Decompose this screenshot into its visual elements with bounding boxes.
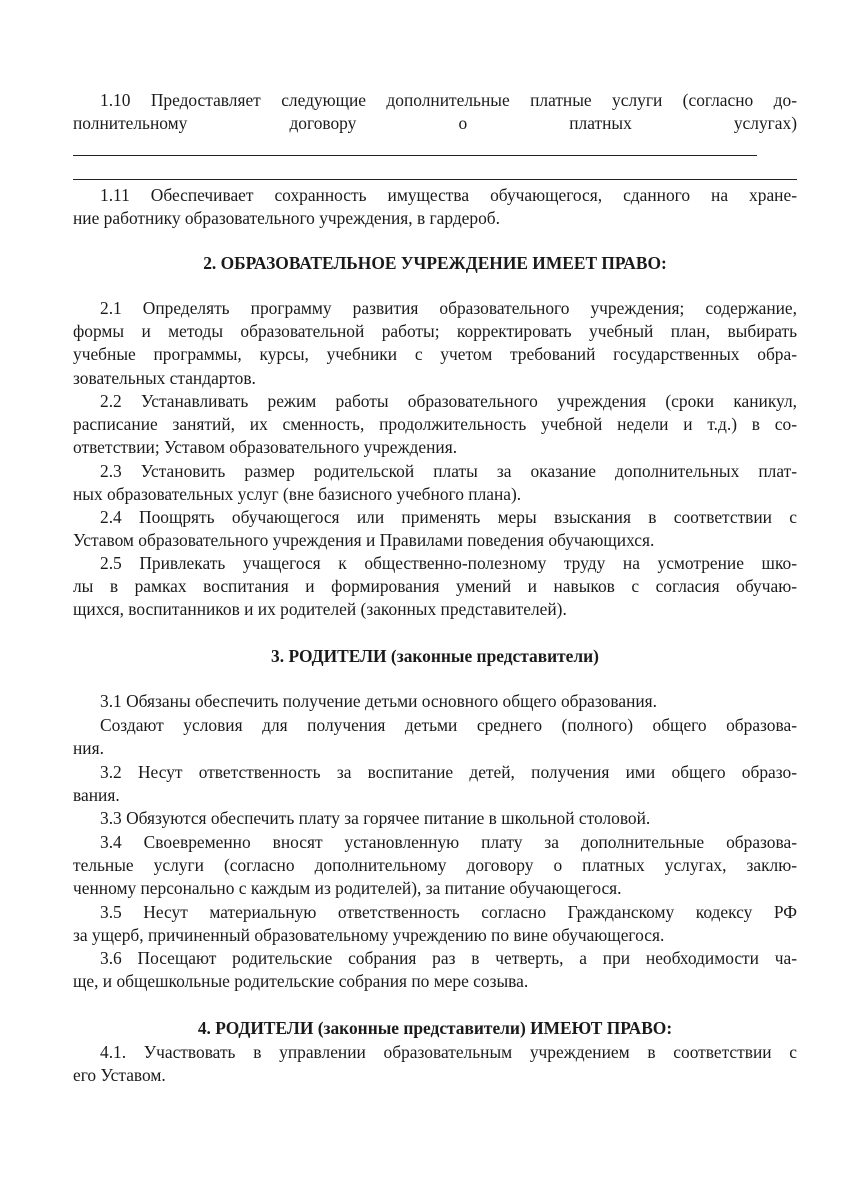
clause-3-4 xyxy=(73,831,797,901)
line: 3.2 Несут ответственность за воспитание детей, получения ими общего образо- xyxy=(100,762,797,782)
clause-3-5 xyxy=(73,901,797,947)
line: 2.3 Установить размер родительской платы за оказание дополнительных плат- xyxy=(100,461,797,481)
section-2-heading: 2. ОБРАЗОВАТЕЛЬНОЕ УЧРЕЖДЕНИЕ ИМЕЕТ ПРАВО: xyxy=(203,253,667,273)
clause-2-1 xyxy=(73,297,797,390)
line: вания. xyxy=(73,785,120,806)
line: 3.6 Посещают родительские собрания раз в четверть, а при необходимости ча- xyxy=(100,948,797,968)
line: ответствии; Уставом образовательного учреждения. xyxy=(73,437,458,458)
line: ченному персонально с каждым из родителей), за питание обучающегося. xyxy=(73,878,622,899)
clause-1-10 xyxy=(73,89,797,135)
line: расписание занятий, их сменность, продолжительность учебной недели и т.д.) в со- xyxy=(73,414,797,435)
clause-3-3 xyxy=(73,807,797,830)
clause-2-3 xyxy=(73,460,797,506)
line: зовательных стандартов. xyxy=(73,367,256,388)
line: 3.1 Обязаны обеспечить получение детьми основного общего образования. xyxy=(100,691,658,711)
line: за ущерб, причиненный образовательному учреждению по вине обучающегося. xyxy=(73,925,665,946)
line: полнительному договору о платных услугах) xyxy=(73,113,797,134)
line: 3.4 Своевременно вносят установленную плату за дополнительные образова- xyxy=(100,832,797,852)
section-4-heading: 4. РОДИТЕЛИ (законные представители) ИМЕЮТ ПРАВО: xyxy=(197,1018,673,1038)
line: ние работнику образовательного учреждения, в гардероб. xyxy=(73,208,500,229)
clause-2-2 xyxy=(73,390,797,460)
clause-3-1-continued xyxy=(73,714,797,760)
line: лы в рамках воспитания и формирования умений и навыков с согласия обучаю- xyxy=(73,576,797,597)
line: 3.3 Обязуются обеспечить плату за горячее питание в школьной столовой. xyxy=(100,808,651,828)
line: 2.4 Поощрять обучающегося или применять меры взыскания в соответствии с xyxy=(100,507,797,527)
line: 3.5 Несут материальную ответственность согласно Гражданскому кодексу РФ xyxy=(100,902,797,922)
line: 1.10 Предоставляет следующие дополнительные платные услуги (согласно до- xyxy=(100,90,797,110)
line: формы и методы образовательной работы; корректировать учебный план, выбирать xyxy=(73,321,797,342)
clause-4-1 xyxy=(73,1041,797,1087)
line: учебные программы, курсы, учебники с учетом требований государственных обра- xyxy=(73,344,797,365)
clause-1-11 xyxy=(73,184,797,230)
line: его Уставом. xyxy=(73,1065,166,1086)
line: ных образовательных услуг (вне базисного учебного плана). xyxy=(73,484,522,505)
clause-3-6 xyxy=(73,947,797,993)
section-3-heading: 3. РОДИТЕЛИ (законные представители) xyxy=(271,646,599,666)
line: ще, и общешкольные родительские собрания по мере созыва. xyxy=(73,971,529,992)
line: щихся, воспитанников и их родителей (законных представителей). xyxy=(73,599,567,620)
line: ния. xyxy=(73,738,104,759)
line: 2.1 Определять программу развития образовательного учреждения; содержание, xyxy=(100,298,797,318)
blank-fill-line xyxy=(73,155,757,156)
line: тельные услуги (согласно дополнительному договору о платных услугах, заклю- xyxy=(73,855,797,876)
clause-2-5 xyxy=(73,552,797,622)
line: 4.1. Участвовать в управлении образовательным учреждением в соответствии с xyxy=(100,1042,797,1062)
line: Уставом образовательного учреждения и Правилами поведения обучающихся. xyxy=(73,530,655,551)
clause-3-1 xyxy=(73,690,797,713)
line: 2.5 Привлекать учащегося к общественно-полезному труду на усмотрение шко- xyxy=(100,553,797,573)
line: Создают условия для получения детьми среднего (полного) общего образова- xyxy=(100,715,797,735)
clause-2-4 xyxy=(73,506,797,552)
clause-3-2 xyxy=(73,761,797,807)
blank-fill-line xyxy=(73,179,797,180)
line: 2.2 Устанавливать режим работы образовательного учреждения (сроки каникул, xyxy=(100,391,797,411)
line: 1.11 Обеспечивает сохранность имущества обучающегося, сданного на хране- xyxy=(100,185,797,205)
